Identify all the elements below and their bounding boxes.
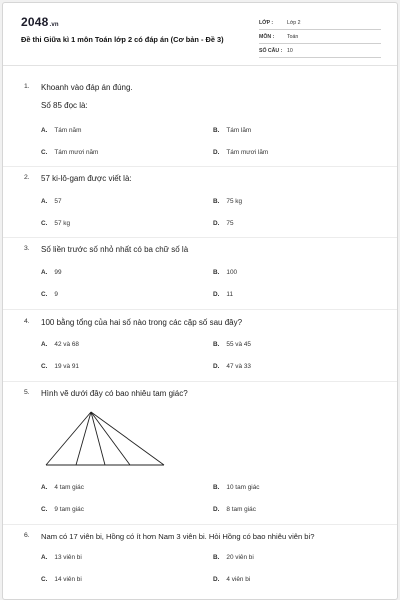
option-a[interactable]	[41, 198, 62, 205]
option-letter: A.	[41, 341, 48, 348]
option-text: 99	[54, 269, 62, 276]
option-letter: B.	[213, 341, 220, 348]
option-text: Tám mươi lăm	[226, 149, 269, 156]
option-text: 14 viên bi	[54, 576, 82, 583]
question-text: Hình vẽ dưới đây có bao nhiêu tam giác?	[41, 389, 188, 398]
option-a[interactable]	[41, 554, 82, 561]
exam-sheet	[2, 2, 398, 600]
option-letter: D.	[213, 220, 220, 227]
option-b[interactable]	[213, 484, 259, 491]
question-text: Nam có 17 viên bi, Hồng có ít hơn Nam 3 viên bi. Hỏi Hồng có bao nhiêu viên bi?	[41, 532, 315, 541]
question-number: 6.	[24, 532, 30, 539]
question-subtext: Số 85 đọc là:	[41, 101, 88, 110]
question-separator	[3, 309, 397, 310]
option-text: 19 và 91	[54, 363, 79, 370]
option-letter: D.	[213, 291, 220, 298]
option-a[interactable]	[41, 484, 84, 491]
question-number: 1.	[24, 83, 30, 90]
option-letter: C.	[41, 363, 48, 370]
option-text: 75	[226, 220, 234, 227]
option-letter: A.	[41, 484, 48, 491]
option-letter: B.	[213, 554, 220, 561]
option-text: 9	[54, 291, 58, 298]
option-letter: C.	[41, 291, 48, 298]
question-text: Khoanh vào đáp án đúng.	[41, 83, 133, 92]
option-letter: C.	[41, 576, 48, 583]
option-text: 47 và 33	[226, 363, 251, 370]
question-separator	[3, 381, 397, 382]
question-number: 4.	[24, 318, 30, 325]
option-text: 4 tam giác	[54, 484, 84, 491]
option-text: 10 tam giác	[226, 484, 260, 491]
option-text: Tám lăm	[226, 127, 252, 134]
logo-domain: .vn	[49, 22, 59, 28]
option-text: 75 kg	[226, 198, 243, 205]
option-letter: D.	[213, 149, 220, 156]
option-letter: A.	[41, 127, 48, 134]
option-letter: A.	[41, 198, 48, 205]
option-b[interactable]	[213, 198, 242, 205]
question-separator	[3, 524, 397, 525]
option-text: 11	[226, 291, 234, 298]
question-number: 3.	[24, 245, 30, 252]
option-letter: B.	[213, 198, 220, 205]
option-d[interactable]	[213, 363, 251, 370]
question-text: Số liền trước số nhỏ nhất có ba chữ số là	[41, 245, 189, 254]
option-letter: B.	[213, 269, 220, 276]
option-letter: C.	[41, 149, 48, 156]
option-letter: A.	[41, 269, 48, 276]
option-letter: B.	[213, 484, 220, 491]
option-d[interactable]	[213, 149, 268, 156]
option-text: 57 kg	[54, 220, 71, 227]
option-text: 100	[226, 269, 238, 276]
option-text: Tám mươi năm	[54, 149, 99, 156]
option-text: 9 tam giác	[54, 506, 84, 513]
option-a[interactable]	[41, 127, 81, 134]
option-text: 4 viên bi	[226, 576, 251, 583]
option-a[interactable]	[41, 341, 79, 348]
option-c[interactable]	[41, 291, 58, 298]
site-logo[interactable]	[21, 15, 59, 29]
option-text: Tám năm	[54, 127, 82, 134]
option-b[interactable]	[213, 127, 251, 134]
exam-title: Đề thi Giữa kì 1 môn Toán lớp 2 có đáp án (Cơ bản - Đề 3)	[21, 35, 224, 44]
option-text: 42 và 68	[54, 341, 79, 348]
question-text: 100 bằng tổng của hai số nào trong các cặp số sau đây?	[41, 318, 243, 327]
option-letter: B.	[213, 127, 220, 134]
option-letter: D.	[213, 506, 220, 513]
option-text: 57	[54, 198, 62, 205]
option-text: 8 tam giác	[226, 506, 256, 513]
meta-subject-row	[259, 30, 381, 44]
option-text: 13 viên bi	[54, 554, 82, 561]
option-text: 55 và 45	[226, 341, 251, 348]
question-separator	[3, 237, 397, 238]
meta-grade-row	[259, 16, 381, 30]
question-separator	[3, 166, 397, 167]
question-number: 5.	[24, 389, 30, 396]
option-d[interactable]	[213, 291, 233, 298]
meta-value: Lớp 2	[287, 20, 301, 26]
meta-label: SỐ CÂU :	[259, 48, 283, 54]
option-d[interactable]	[213, 506, 256, 513]
meta-count-row	[259, 44, 381, 58]
logo-text: 2048	[21, 15, 49, 29]
option-d[interactable]	[213, 576, 250, 583]
option-c[interactable]	[41, 363, 79, 370]
question-number: 2.	[24, 174, 30, 181]
option-text: 20 viên bi	[226, 554, 254, 561]
option-d[interactable]	[213, 220, 234, 227]
option-c[interactable]	[41, 220, 70, 227]
option-letter: A.	[41, 554, 48, 561]
option-c[interactable]	[41, 506, 84, 513]
meta-value: 10	[287, 48, 293, 54]
option-b[interactable]	[213, 269, 237, 276]
option-b[interactable]	[213, 554, 254, 561]
option-b[interactable]	[213, 341, 251, 348]
triangles-figure	[43, 409, 168, 469]
meta-label: MÔN :	[259, 34, 275, 40]
option-c[interactable]	[41, 576, 82, 583]
option-letter: D.	[213, 363, 220, 370]
meta-label: LỚP :	[259, 20, 274, 26]
meta-value: Toán	[287, 34, 299, 40]
option-letter: C.	[41, 220, 48, 227]
exam-header	[3, 3, 397, 65]
question-text: 57 ki-lô-gam được viết là:	[41, 174, 132, 183]
option-a[interactable]	[41, 269, 62, 276]
option-letter: C.	[41, 506, 48, 513]
option-c[interactable]	[41, 149, 98, 156]
header-divider	[3, 65, 397, 66]
option-letter: D.	[213, 576, 220, 583]
